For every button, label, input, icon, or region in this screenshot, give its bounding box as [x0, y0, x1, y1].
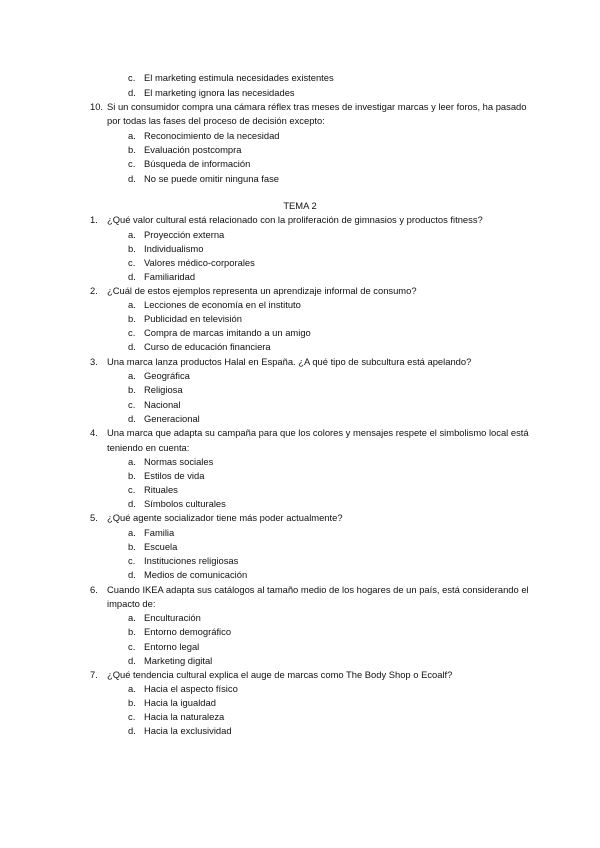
option-text: Estilos de vida: [144, 470, 205, 481]
option-letter: c.: [128, 257, 136, 268]
question-text: ¿Qué valor cultural está relacionado con la proliferación de gimnasios y productos fitness?: [107, 214, 483, 225]
section-title: TEMA 2: [283, 200, 317, 211]
option-letter: d.: [128, 413, 136, 424]
option-text: Religiosa: [144, 384, 183, 395]
option-text: Familiaridad: [144, 271, 196, 282]
option-text: No se puede omitir ninguna fase: [144, 173, 279, 184]
option-letter: b.: [128, 313, 136, 324]
option-letter: b.: [128, 541, 136, 552]
option-letter: c.: [128, 158, 136, 169]
option-letter: b.: [128, 697, 136, 708]
option-text: Nacional: [144, 399, 181, 410]
option-text: Rituales: [144, 484, 178, 495]
question-number: 4.: [90, 427, 98, 438]
option-text: Entorno legal: [144, 641, 200, 652]
option-letter: b.: [128, 470, 136, 481]
question-text: ¿Qué tendencia cultural explica el auge de marcas como The Body Shop o Ecoalf?: [107, 669, 453, 680]
question-number: 7.: [90, 669, 98, 680]
option-letter: c.: [128, 484, 136, 495]
option-letter: a.: [128, 299, 136, 310]
question-text: Una marca que adapta su campaña para que los colores y mensajes respete el simbolismo local está: [107, 427, 529, 438]
option-text: El marketing ignora las necesidades: [144, 87, 295, 98]
option-letter: d.: [128, 173, 136, 184]
option-text: El marketing estimula necesidades existentes: [144, 72, 334, 83]
option-letter: a.: [128, 612, 136, 623]
option-letter: c.: [128, 641, 136, 652]
option-letter: a.: [128, 683, 136, 694]
question-text: Cuando IKEA adapta sus catálogos al tamaño medio de los hogares de un país, está considerando el: [107, 584, 529, 595]
option-letter: d.: [128, 271, 136, 282]
question-text: ¿Qué agente socializador tiene más poder actualmente?: [107, 512, 343, 523]
option-text: Enculturación: [144, 612, 201, 623]
question-text-continued: impacto de:: [107, 598, 156, 609]
option-letter: a.: [128, 527, 136, 538]
option-text: Individualismo: [144, 243, 204, 254]
option-text: Publicidad en televisión: [144, 313, 242, 324]
question-text: Una marca lanza productos Halal en España. ¿A qué tipo de subcultura está apelando?: [107, 356, 472, 367]
option-letter: c.: [128, 327, 136, 338]
question-number: 10.: [90, 101, 104, 112]
option-letter: a.: [128, 456, 136, 467]
option-letter: d.: [128, 87, 136, 98]
option-text: Símbolos culturales: [144, 498, 226, 509]
option-letter: d.: [128, 341, 136, 352]
option-text: Medios de comunicación: [144, 569, 248, 580]
option-letter: d.: [128, 569, 136, 580]
question-text-continued: por todas las fases del proceso de decisión excepto:: [107, 115, 325, 126]
option-text: Evaluación postcompra: [144, 144, 242, 155]
option-letter: b.: [128, 243, 136, 254]
option-text: Reconocimiento de la necesidad: [144, 130, 280, 141]
question-text-continued: teniendo en cuenta:: [107, 442, 190, 453]
option-text: Valores médico-corporales: [144, 257, 255, 268]
question-number: 2.: [90, 285, 98, 296]
option-text: Generacional: [144, 413, 200, 424]
option-text: Entorno demográfico: [144, 626, 232, 637]
option-letter: c.: [128, 72, 136, 83]
option-letter: c.: [128, 711, 136, 722]
option-text: Instituciones religiosas: [144, 555, 239, 566]
option-text: Geográfica: [144, 370, 190, 381]
option-text: Hacia la exclusividad: [144, 725, 232, 736]
option-text: Curso de educación financiera: [144, 341, 271, 352]
option-letter: d.: [128, 498, 136, 509]
option-letter: b.: [128, 384, 136, 395]
option-text: Hacia la naturaleza: [144, 711, 225, 722]
option-letter: c.: [128, 399, 136, 410]
option-text: Compra de marcas imitando a un amigo: [144, 327, 311, 338]
question-number: 5.: [90, 512, 98, 523]
option-letter: a.: [128, 130, 136, 141]
option-text: Familia: [144, 527, 175, 538]
option-text: Normas sociales: [144, 456, 214, 467]
option-letter: d.: [128, 655, 136, 666]
option-letter: a.: [128, 370, 136, 381]
option-letter: a.: [128, 229, 136, 240]
option-text: Marketing digital: [144, 655, 213, 666]
question-text: Si un consumidor compra una cámara réflex tras meses de investigar marcas y leer foros, ha pasado: [107, 101, 527, 112]
option-letter: d.: [128, 725, 136, 736]
option-letter: b.: [128, 626, 136, 637]
option-text: Hacia la igualdad: [144, 697, 216, 708]
option-text: Hacia el aspecto físico: [144, 683, 238, 694]
option-text: Búsqueda de información: [144, 158, 251, 169]
question-number: 6.: [90, 584, 98, 595]
option-letter: b.: [128, 144, 136, 155]
option-text: Lecciones de economía en el instituto: [144, 299, 301, 310]
option-letter: c.: [128, 555, 136, 566]
question-number: 1.: [90, 214, 98, 225]
option-text: Escuela: [144, 541, 178, 552]
option-text: Proyección externa: [144, 229, 225, 240]
question-text: ¿Cuál de estos ejemplos representa un aprendizaje informal de consumo?: [107, 285, 417, 296]
question-number: 3.: [90, 356, 98, 367]
